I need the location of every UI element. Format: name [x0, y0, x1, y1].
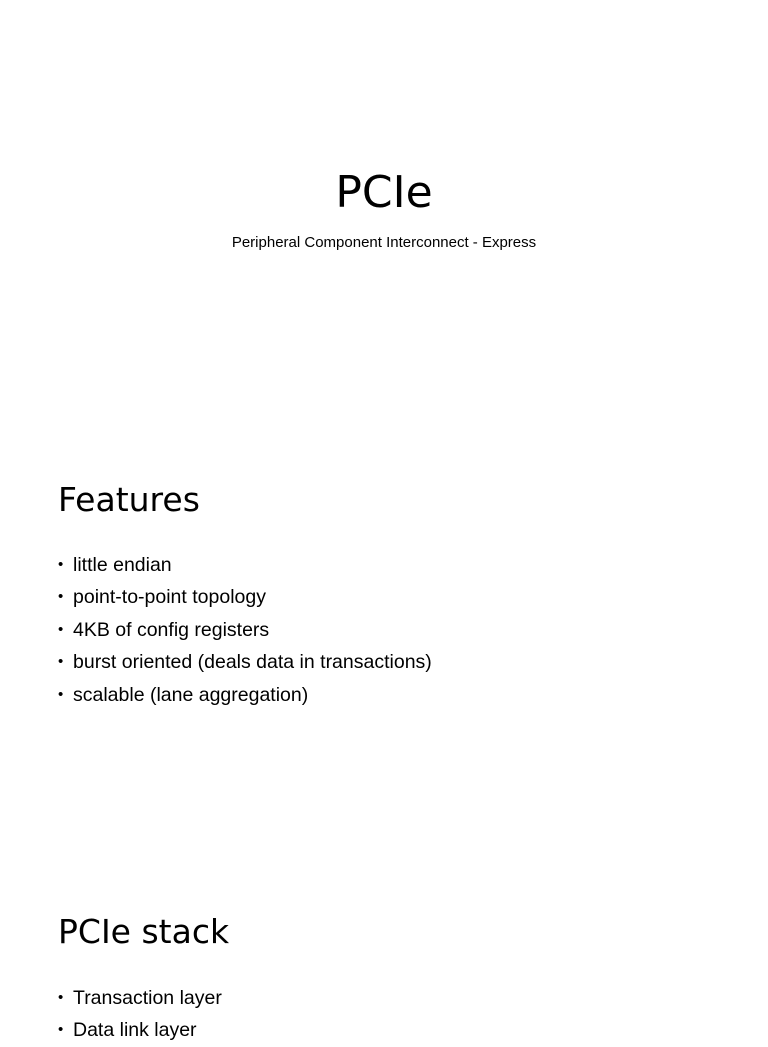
bullet-icon: •	[58, 653, 64, 671]
bullet-icon: •	[58, 685, 64, 703]
list-item-text: Transaction layer	[73, 987, 222, 1009]
list-item-text: point-to-point topology	[73, 586, 266, 609]
list-item-text: scalable (lane aggregation)	[73, 683, 309, 706]
list-item	[58, 549, 432, 581]
bullet-icon: •	[58, 620, 64, 638]
slide-subtitle: Peripheral Component Interconnect - Express	[231, 234, 537, 251]
list-item	[58, 581, 432, 613]
features-heading: Features	[58, 480, 200, 519]
bullet-icon: •	[58, 588, 64, 606]
list-item	[58, 982, 222, 1014]
list-item	[58, 614, 432, 646]
bullet-icon: •	[58, 1021, 64, 1039]
list-item-text: 4KB of config registers	[73, 618, 270, 641]
stack-list	[58, 982, 222, 1047]
list-item	[58, 679, 432, 711]
list-item	[58, 1014, 222, 1046]
bullet-icon: •	[58, 556, 64, 573]
list-item-text: burst oriented (deals data in transactions)	[73, 651, 432, 674]
list-item	[58, 646, 432, 678]
list-item-text: Data link layer	[73, 1019, 197, 1042]
features-list	[58, 549, 432, 711]
stack-heading: PCIe stack	[58, 912, 230, 951]
list-item-text: little endian	[73, 554, 172, 576]
bullet-icon: •	[58, 989, 64, 1006]
slide-title: PCIe	[335, 167, 433, 218]
